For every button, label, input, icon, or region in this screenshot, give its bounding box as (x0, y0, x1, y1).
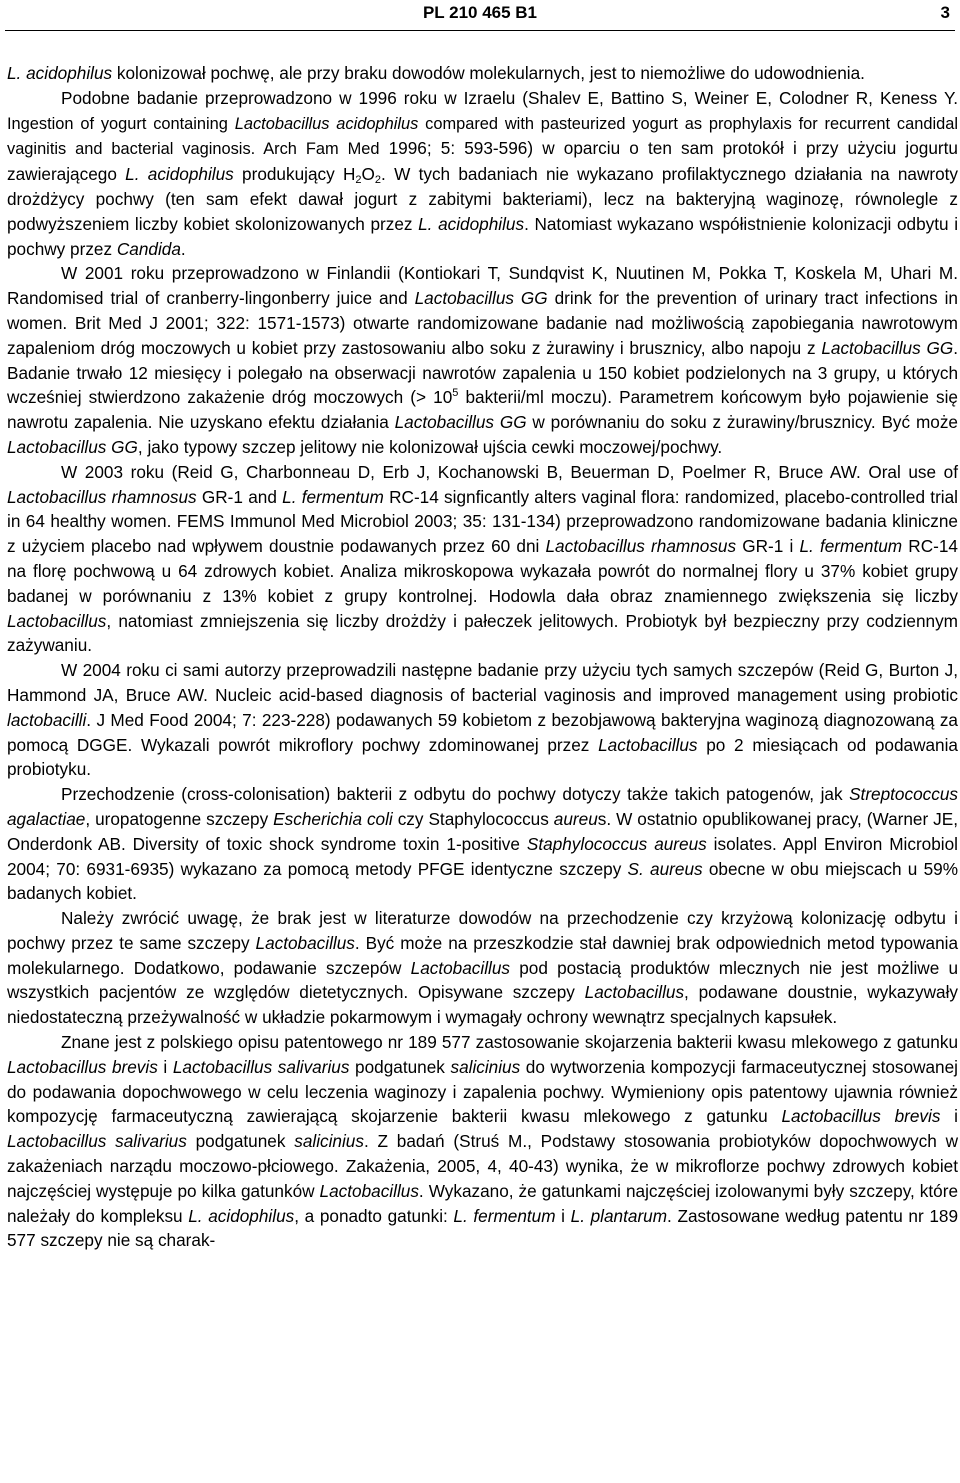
text-run: czy Staphylococcus (392, 808, 554, 829)
text-run: GR-1 i (736, 536, 800, 557)
italic-term: Streptococcus agalactiae (7, 784, 958, 829)
text-run: , podawane doustnie, wykazywały niedostateczną przeżywalność w układzie pokarmowym i wymagały ochrony wewnątrz specjalnych kapsułek. (7, 982, 958, 1028)
paragraph (7, 906, 958, 1030)
text-run: RC-14 na florę pochwową u 64 zdrowych kobiet. Analiza mikroskopowa wykazała powrót do normalnej flory u 37% kobiet grupy badanej w porównaniu z 13% kobiet z grupy kontrolnej. Hodowla dała obraz znamiennego zwiększenia się liczby (7, 536, 958, 606)
italic-term: Lactobacillus GG (7, 436, 138, 457)
italic-term: Candida (116, 238, 181, 259)
text-run: . Badanie trwało 12 miesięcy i polegało na obserwacji nawrotów zapalenia u 150 kobiet podzielonych na 3 grupy, u których wcześniej stwierdzono zakażenie dróg moczowych (> 10 (7, 337, 958, 408)
italic-term: L. fermentum (799, 536, 903, 557)
italic-term: Lactobacillus (598, 734, 698, 755)
paragraph (7, 61, 958, 86)
text-run: , a ponadto gatunki: (294, 1205, 454, 1226)
italic-term: Lactobacillus brevis (781, 1106, 941, 1127)
paragraph (7, 460, 958, 658)
subscript: 2 (374, 174, 382, 187)
italic-term: L. acidophilus (418, 213, 525, 234)
subscript: 2 (355, 174, 362, 187)
text-run: po 2 miesiącach od podawania probiotyku. (7, 734, 958, 780)
text-run: produkujący H (233, 164, 356, 185)
text-run: , uropatogenne szczepy (85, 808, 274, 829)
italic-term: aureu (553, 808, 598, 829)
text-run: W 2003 roku (Reid G, Charbonneau D, Erb J, Kochanowski B, Beuerman D, Poelmer R, Bruce AW. Oral use of (61, 461, 958, 482)
italic-term: Lactobacillus salivarius (172, 1056, 350, 1077)
page-number: 3 (940, 3, 950, 22)
text-run: . Wykazano, że gatunkami najczęściej izolowanymi były szczepy, które należały do kompleksu (7, 1180, 958, 1226)
paragraph (7, 1030, 958, 1253)
text-run: drink for the prevention of urinary tract infections in women. Brit Med J 2001; 322: 1571-1573) otwarte randomizowane badanie nad możliwością zapobiegania nawrotowym zapaleniom dróg moczowych u kobiet przy zastosowaniu albo soku z żurawiny i brusznicy, albo napoju z (7, 288, 958, 358)
italic-term: L. plantarum (570, 1205, 668, 1226)
italic-term: Lactobacillus (410, 957, 511, 978)
text-run: w porównaniu do soku z żurawiny/brusznicy. Być może (526, 412, 958, 433)
italic-term: Lactobacillus GG (394, 412, 527, 433)
text-run: bakterii/ml moczu). Parametrem końcowym było pojawienie się nawrotu zapalenia. Nie uzyskano efektu działania (7, 387, 958, 433)
italic-term: Lactobacillus rhamnosus (7, 486, 197, 507)
italic-term: Lactobacillus (584, 982, 685, 1003)
italic-term: lactobacilli (7, 709, 87, 730)
italic-term: S. aureus (627, 858, 703, 879)
italic-term: Lactobacillus rhamnosus (545, 536, 737, 557)
text-run: do wytworzenia kompozycji farmaceutycznej stosowanej do podawania dopochwowego w celu leczenia waginozy i zapalenia pochwy. Wymieniony opis patentowy ujawnia również kompozycję farmaceutyczną zawierającą skojarzenie bakterii kwasu mlekowego z gatunku (7, 1056, 958, 1127)
italic-term: Lactobacillus (319, 1180, 419, 1201)
italic-term: Lactobacillus brevis (7, 1056, 158, 1077)
header-rule (5, 30, 955, 31)
superscript: 5 (452, 387, 459, 400)
text-run: i (157, 1056, 173, 1077)
italic-term: salicinius (294, 1131, 364, 1152)
italic-term: Escherichia coli (273, 808, 393, 829)
text-run: Ingestion of yogurt containing (7, 114, 235, 133)
text-run: Należy zwrócić uwagę, że brak jest w literaturze dowodów na przechodzenie czy krzyżową kolonizację odbytu i pochwy przez te same szczepy (7, 908, 958, 953)
text-run: O (361, 164, 375, 185)
text-run: . Zastosowane według patentu nr 189 577 szczepy nie są charak- (7, 1205, 958, 1251)
text-run: Podobne badanie przeprowadzono w 1996 roku w Izraelu (Shalev E, Battino S, Weiner E, Colodner R, Keness Y. (61, 87, 958, 108)
text-run: . Natomiast wykazano współistnienie kolonizacji odbytu i pochwy przez (7, 213, 959, 259)
text-run: , jako typowy szczep jelitowy nie kolonizował ujścia cewki moczowej/pochwy. (137, 436, 723, 457)
paragraph (7, 261, 958, 459)
italic-term: Lactobacillus GG (821, 337, 954, 358)
italic-term: L. fermentum (453, 1205, 556, 1226)
italic-term: Lactobacillus GG (414, 288, 548, 309)
text-run: Przechodzenie (cross-colonisation) bakterii z odbytu do pochwy dotyczy także takich patogenów, jak (61, 784, 850, 805)
patent-number: PL 210 465 B1 (422, 3, 538, 22)
text-run: . Być może na przeszkodzie stał dawniej brak odpowiednich metod typowania molekularnego. Dodatkowo, podawanie szczepów (7, 932, 959, 978)
text-run: podgatunek (186, 1131, 295, 1152)
italic-term: L. acidophilus (7, 63, 113, 83)
text-run: . Z badań (Struś M., Podstawy stosowania probiotyków dopochwowych w zakażeniach narządu moczowo-płciowego. Zakażenia, 2005, 4, 40-43) wynika, że w mikroflorze pochwy zdrowych kobiet najczęściej występuje po kilka gatunków (7, 1131, 958, 1201)
italic-term: Staphylococcus aureus (526, 833, 707, 854)
text-run: RC-14 signficantly alters vaginal flora: randomized, placebo-controlled trial in 64 healthy women. FEMS Immunol Med Microbiol 2003; 35: 131-134) przeprowadzono randomizowane badania kliniczne z użyciem placebo nad wpływem doustnie podawanych przez 60 dni (7, 486, 958, 557)
text-run: i (555, 1205, 571, 1226)
text-run: pod postacią produktów mlecznych nie jest możliwe u wszystkich pacjentów ze względów dietetycznych. Opisywane szczepy (7, 957, 958, 1003)
text-run: 1996; 5: 593-596) w oparciu o ten sam protokół i przy użyciu jogurtu zawierającego (7, 138, 958, 185)
italic-term: L. acidophilus (125, 164, 234, 185)
italic-term: Lactobacillus acidophilus (234, 114, 419, 133)
text-run: isolates. Appl Environ Microbiol 2004; 70: 6931-6935) wykazano za pomocą metody PFGE identyczne szczepy (7, 833, 958, 879)
text-run: Znane jest z polskiego opisu patentowego nr 189 577 zastosowanie skojarzenia bakterii kwasu mlekowego z gatunku (61, 1032, 958, 1053)
paragraph (7, 86, 958, 262)
italic-term: L. fermentum (282, 486, 384, 507)
text-run: W 2004 roku ci sami autorzy przeprowadzili następne badanie przy użyciu tych samych szczepów (Reid G, Burton J, Hammond JA, Bruce AW. Nucleic acid-based diagnosis of bacterial vaginosis and improved management using probiotic (7, 660, 958, 705)
text-run: . J Med Food 2004; 7: 223-228) podawanych 59 kobietom z bezobjawową bakteryjna waginozą diagnozowaną za pomocą DGGE. Wykazali powrót mikroflory pochwy zdominowanej przez (7, 709, 958, 755)
text-run: i (940, 1106, 959, 1127)
text-run: podgatunek (349, 1056, 451, 1077)
text-run: kolonizował pochwę, ale przy braku dowodów molekularnych, jest to niemożliwe do udowodnienia. (112, 63, 865, 83)
text-run: . (180, 238, 186, 259)
page-header (10, 3, 950, 27)
italic-term: Lactobacillus (7, 610, 107, 631)
italic-term: L. acidophilus (188, 1205, 295, 1226)
paragraph (7, 782, 958, 906)
text-run: GR-1 and (196, 486, 283, 507)
italic-term: salicinius (450, 1056, 521, 1077)
text-run: . W tych badaniach nie wykazano profilaktycznego działania na nawroty drożdżycy pochwy (ten sam efekt dawał jogurt z zabitymi bakteriami), lecz na bakteryjną waginozę, równolegle z podwyższeniem liczby kobiet skolonizowanych przez (7, 164, 959, 234)
text-run: compared with pasteurized yogurt as prophylaxis for recurrent candidal vaginitis and bacterial vaginosis. Arch Fam Med (7, 114, 958, 159)
text-run: obecne w obu miejscach u 59% badanych kobiet. (7, 858, 959, 904)
italic-term: Lactobacillus (255, 932, 355, 953)
document-body (7, 61, 958, 1253)
paragraph (7, 658, 958, 782)
italic-term: Lactobacillus salivarius (7, 1131, 187, 1152)
text-run: s. W ostatnio opublikowanej pracy, (Warner JE, Onderdonk AB. Diversity of toxic shock syndrome toxin 1-positive (7, 808, 958, 854)
text-run: W 2001 roku przeprowadzono w Finlandii (Kontiokari T, Sundqvist K, Nuutinen M, Pokka T, Koskela M, Uhari M. Randomised trial of cranberry-lingonberry juice and (7, 263, 958, 309)
text-run: , natomiast zmniejszenia się liczby drożdży i pałeczek jelitowych. Probiotyk był bezpieczny przy codziennym zażywaniu. (7, 610, 958, 656)
